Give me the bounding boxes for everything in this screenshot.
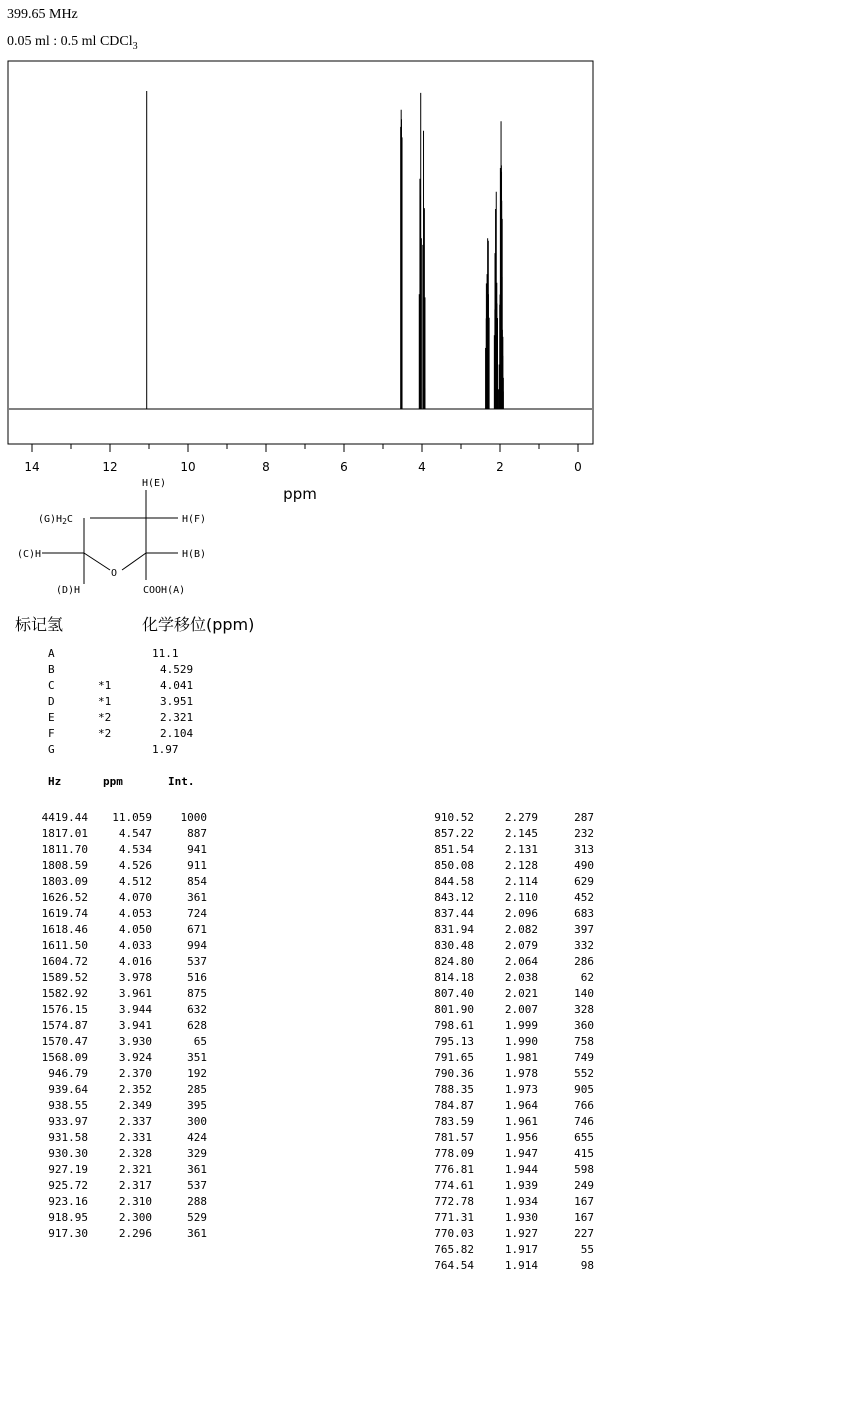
peak-ppm: 4.053	[118, 907, 152, 920]
x-tick-label: 6	[340, 460, 348, 474]
peak-hz: 774.61	[434, 1179, 474, 1192]
peak-ppm: 2.349	[118, 1099, 152, 1112]
peak-int: 329	[187, 1147, 207, 1160]
peak-ppm: 4.512	[118, 875, 152, 888]
atom-label-a: COOH(A)	[143, 585, 186, 596]
peak-ppm: 3.961	[118, 987, 152, 1000]
peak-int: 65	[193, 1035, 207, 1048]
peak-ppm: 4.070	[118, 891, 152, 904]
peak-int: 232	[574, 827, 594, 840]
peak-int: 287	[574, 811, 594, 824]
peak-int: 994	[187, 939, 207, 952]
assign-note: *1	[98, 695, 112, 708]
peak-hz: 1811.70	[41, 843, 88, 856]
atom-label-o: O	[111, 568, 118, 579]
peak-ppm: 3.930	[118, 1035, 152, 1048]
bond-ring-left	[84, 553, 110, 570]
plot-frame	[8, 61, 593, 444]
peak-int: 361	[187, 891, 207, 904]
peak-ppm: 4.534	[118, 843, 152, 856]
peak-int: 452	[574, 891, 594, 904]
peak-header-int: Int.	[168, 775, 195, 788]
peak-int: 598	[574, 1163, 594, 1176]
assign-label: F	[48, 727, 55, 740]
peak-int: 887	[187, 827, 207, 840]
peak-int: 746	[574, 1115, 594, 1128]
peak-int: 905	[574, 1083, 594, 1096]
peak-hz: 857.22	[434, 827, 474, 840]
peak-int: 941	[187, 843, 207, 856]
peak-int: 361	[187, 1227, 207, 1240]
peak-ppm: 1.947	[504, 1147, 538, 1160]
peak-ppm: 4.033	[118, 939, 152, 952]
peak-header-ppm: ppm	[103, 775, 123, 788]
peak-ppm: 2.279	[504, 811, 538, 824]
x-tick-label: 12	[102, 460, 118, 474]
peak-int: 537	[187, 1179, 207, 1192]
peak-hz: 1582.92	[41, 987, 88, 1000]
peak-int: 758	[574, 1035, 594, 1048]
peak-hz: 1570.47	[41, 1035, 88, 1048]
peak-ppm: 1.964	[504, 1099, 538, 1112]
peak-hz: 851.54	[434, 843, 474, 856]
peak-int: 724	[187, 907, 207, 920]
assignment-shift-header: 化学移位(ppm)	[142, 615, 255, 634]
peak-int: 529	[187, 1211, 207, 1224]
peak-ppm: 2.370	[118, 1067, 152, 1080]
peak-int: 1000	[180, 811, 207, 824]
peak-ppm: 11.059	[112, 811, 152, 824]
peak-hz: 801.90	[434, 1003, 474, 1016]
atom-label-f: H(F)	[182, 514, 207, 525]
peak-hz: 1619.74	[41, 907, 88, 920]
peak-ppm: 2.331	[118, 1131, 152, 1144]
peak-hz: 781.57	[434, 1131, 474, 1144]
atom-label-g	[38, 514, 73, 526]
peak-hz: 939.64	[48, 1083, 88, 1096]
peak-hz: 770.03	[434, 1227, 474, 1240]
assignment-label-header: 标记氢	[15, 615, 64, 634]
assign-label: A	[48, 647, 55, 660]
peak-ppm: 2.296	[118, 1227, 152, 1240]
peak-ppm: 3.941	[118, 1019, 152, 1032]
peak-int: 285	[187, 1083, 207, 1096]
assign-label: G	[48, 743, 55, 756]
peak-int: 313	[574, 843, 594, 856]
x-tick-label: 0	[574, 460, 582, 474]
peak-ppm: 1.999	[504, 1019, 538, 1032]
peak-ppm: 1.978	[504, 1067, 538, 1080]
peak-ppm: 2.064	[504, 955, 538, 968]
peak-ppm: 2.110	[504, 891, 538, 904]
peak-hz: 824.80	[434, 955, 474, 968]
peak-int: 286	[574, 955, 594, 968]
x-axis-label: ppm	[283, 485, 317, 503]
peak-int: 766	[574, 1099, 594, 1112]
peak-int: 288	[187, 1195, 207, 1208]
peak-hz: 1604.72	[41, 955, 88, 968]
assign-shift: 4.041	[160, 679, 194, 692]
peak-ppm: 4.016	[118, 955, 152, 968]
peak-hz: 1817.01	[41, 827, 88, 840]
peak-int: 55	[580, 1243, 594, 1256]
peak-hz: 938.55	[48, 1099, 88, 1112]
peak-int: 629	[574, 875, 594, 888]
atom-label-g-c: C	[66, 514, 73, 525]
peak-hz: 807.40	[434, 987, 474, 1000]
assign-note: *2	[98, 711, 112, 724]
peak-hz: 771.31	[434, 1211, 474, 1224]
atom-label-e: H(E)	[142, 478, 167, 489]
peak-hz: 925.72	[48, 1179, 88, 1192]
peak-int: 671	[187, 923, 207, 936]
peak-ppm: 2.352	[118, 1083, 152, 1096]
peak-int: 683	[574, 907, 594, 920]
assign-note: *2	[98, 727, 112, 740]
peak-hz: 844.58	[434, 875, 474, 888]
spectrometer-frequency: 399.65 MHz	[7, 7, 78, 22]
peak-int: 628	[187, 1019, 207, 1032]
peak-hz: 1568.09	[41, 1051, 88, 1064]
peak-int: 516	[187, 971, 207, 984]
peak-ppm: 1.944	[504, 1163, 538, 1176]
peak-int: 911	[187, 859, 207, 872]
nmr-spectrum-chart	[0, 0, 600, 510]
peak-hz: 790.36	[434, 1067, 474, 1080]
peak-int: 875	[187, 987, 207, 1000]
peak-hz: 918.95	[48, 1211, 88, 1224]
peak-ppm: 2.007	[504, 1003, 538, 1016]
peak-hz: 1803.09	[41, 875, 88, 888]
solvent-text: 0.05 ml : 0.5 ml CDCl	[7, 34, 133, 49]
peak-int: 98	[580, 1259, 594, 1272]
peak-int: 351	[187, 1051, 207, 1064]
peak-hz: 788.35	[434, 1083, 474, 1096]
peak-int: 167	[574, 1211, 594, 1224]
peak-hz: 831.94	[434, 923, 474, 936]
peak-hz: 783.59	[434, 1115, 474, 1128]
atom-label-g-sub: 2	[62, 517, 67, 526]
x-tick-label: 4	[418, 460, 426, 474]
atom-label-d: (D)H	[56, 585, 81, 596]
peak-ppm: 3.924	[118, 1051, 152, 1064]
peak-hz: 917.30	[48, 1227, 88, 1240]
peak-hz: 1808.59	[41, 859, 88, 872]
peak-hz: 843.12	[434, 891, 474, 904]
assign-label: B	[48, 663, 55, 676]
peak-ppm: 2.128	[504, 859, 538, 872]
peak-ppm: 2.021	[504, 987, 538, 1000]
peak-ppm: 4.526	[118, 859, 152, 872]
peak-ppm: 1.934	[504, 1195, 538, 1208]
peak-int: 749	[574, 1051, 594, 1064]
peak-hz: 4419.44	[41, 811, 88, 824]
peak-hz: 927.19	[48, 1163, 88, 1176]
x-tick-label: 8	[262, 460, 270, 474]
assign-shift: 2.104	[160, 727, 194, 740]
peak-ppm: 1.917	[504, 1243, 538, 1256]
peak-int: 490	[574, 859, 594, 872]
peak-ppm: 2.145	[504, 827, 538, 840]
assign-note: *1	[98, 679, 112, 692]
spectrum-peaks	[147, 91, 504, 409]
bond-lines	[42, 490, 178, 584]
peak-hz: 837.44	[434, 907, 474, 920]
assign-shift: 1.97	[152, 743, 179, 756]
peak-ppm: 3.978	[118, 971, 152, 984]
peak-ppm: 2.038	[504, 971, 538, 984]
bond-ring-right	[122, 553, 146, 570]
peak-hz: 910.52	[434, 811, 474, 824]
peak-hz: 798.61	[434, 1019, 474, 1032]
peak-int: 192	[187, 1067, 207, 1080]
peak-ppm: 2.321	[118, 1163, 152, 1176]
peak-int: 360	[574, 1019, 594, 1032]
atom-label-g-text: (G)H	[38, 514, 63, 525]
peak-ppm: 1.927	[504, 1227, 538, 1240]
peak-int: 537	[187, 955, 207, 968]
x-tick-label: 10	[180, 460, 196, 474]
peak-ppm: 2.310	[118, 1195, 152, 1208]
peak-int: 332	[574, 939, 594, 952]
atom-label-c: (C)H	[17, 549, 42, 560]
peak-int: 415	[574, 1147, 594, 1160]
peak-ppm: 4.050	[118, 923, 152, 936]
peak-ppm: 3.944	[118, 1003, 152, 1016]
peak-int: 552	[574, 1067, 594, 1080]
peak-hz: 930.30	[48, 1147, 88, 1160]
peak-hz: 931.58	[48, 1131, 88, 1144]
peak-hz: 776.81	[434, 1163, 474, 1176]
peak-hz: 1576.15	[41, 1003, 88, 1016]
peak-ppm: 2.337	[118, 1115, 152, 1128]
assign-label: D	[48, 695, 55, 708]
peak-ppm: 2.114	[504, 875, 538, 888]
peak-hz: 764.54	[434, 1259, 474, 1272]
assign-shift: 4.529	[160, 663, 194, 676]
peak-int: 140	[574, 987, 594, 1000]
peak-int: 328	[574, 1003, 594, 1016]
peak-hz: 795.13	[434, 1035, 474, 1048]
peak-ppm: 1.973	[504, 1083, 538, 1096]
peak-hz: 784.87	[434, 1099, 474, 1112]
x-tick-label: 14	[24, 460, 40, 474]
peak-ppm: 1.961	[504, 1115, 538, 1128]
peak-hz: 923.16	[48, 1195, 88, 1208]
peak-ppm: 2.131	[504, 843, 538, 856]
peak-int: 632	[187, 1003, 207, 1016]
peak-int: 395	[187, 1099, 207, 1112]
peak-ppm: 2.096	[504, 907, 538, 920]
peak-hz: 814.18	[434, 971, 474, 984]
peak-ppm: 1.990	[504, 1035, 538, 1048]
peak-ppm: 2.082	[504, 923, 538, 936]
peak-ppm: 4.547	[118, 827, 152, 840]
peak-ppm: 1.981	[504, 1051, 538, 1064]
peak-hz: 850.08	[434, 859, 474, 872]
assign-shift: 11.1	[152, 647, 179, 660]
peak-header-hz: Hz	[48, 775, 62, 788]
peak-ppm: 2.328	[118, 1147, 152, 1160]
x-tick-label: 2	[496, 460, 504, 474]
peak-int: 655	[574, 1131, 594, 1144]
peak-int: 227	[574, 1227, 594, 1240]
peak-hz: 791.65	[434, 1051, 474, 1064]
peak-hz: 830.48	[434, 939, 474, 952]
peak-hz: 1611.50	[41, 939, 88, 952]
peak-ppm: 2.079	[504, 939, 538, 952]
peak-hz: 933.97	[48, 1115, 88, 1128]
peak-int: 854	[187, 875, 207, 888]
assign-label: E	[48, 711, 55, 724]
peak-hz: 1626.52	[41, 891, 88, 904]
assign-shift: 3.951	[160, 695, 194, 708]
peak-ppm: 1.914	[504, 1259, 538, 1272]
peak-int: 62	[580, 971, 594, 984]
solvent-subscript: 3	[132, 40, 138, 52]
peak-ppm: 2.317	[118, 1179, 152, 1192]
peak-hz: 778.09	[434, 1147, 474, 1160]
molecule-structure	[0, 470, 260, 600]
peak-hz: 765.82	[434, 1243, 474, 1256]
assign-shift: 2.321	[160, 711, 194, 724]
peak-ppm: 1.939	[504, 1179, 538, 1192]
peak-int: 300	[187, 1115, 207, 1128]
peak-ppm: 1.930	[504, 1211, 538, 1224]
x-axis	[9, 409, 592, 474]
atom-label-b: H(B)	[182, 549, 207, 560]
peak-int: 424	[187, 1131, 207, 1144]
peak-hz: 1589.52	[41, 971, 88, 984]
peak-hz: 946.79	[48, 1067, 88, 1080]
peak-int: 361	[187, 1163, 207, 1176]
peak-hz: 1574.87	[41, 1019, 88, 1032]
assign-label: C	[48, 679, 55, 692]
peak-hz: 772.78	[434, 1195, 474, 1208]
peak-int: 397	[574, 923, 594, 936]
peak-ppm: 2.300	[118, 1211, 152, 1224]
peak-hz: 1618.46	[41, 923, 88, 936]
peak-int: 249	[574, 1179, 594, 1192]
peak-ppm: 1.956	[504, 1131, 538, 1144]
peak-int: 167	[574, 1195, 594, 1208]
